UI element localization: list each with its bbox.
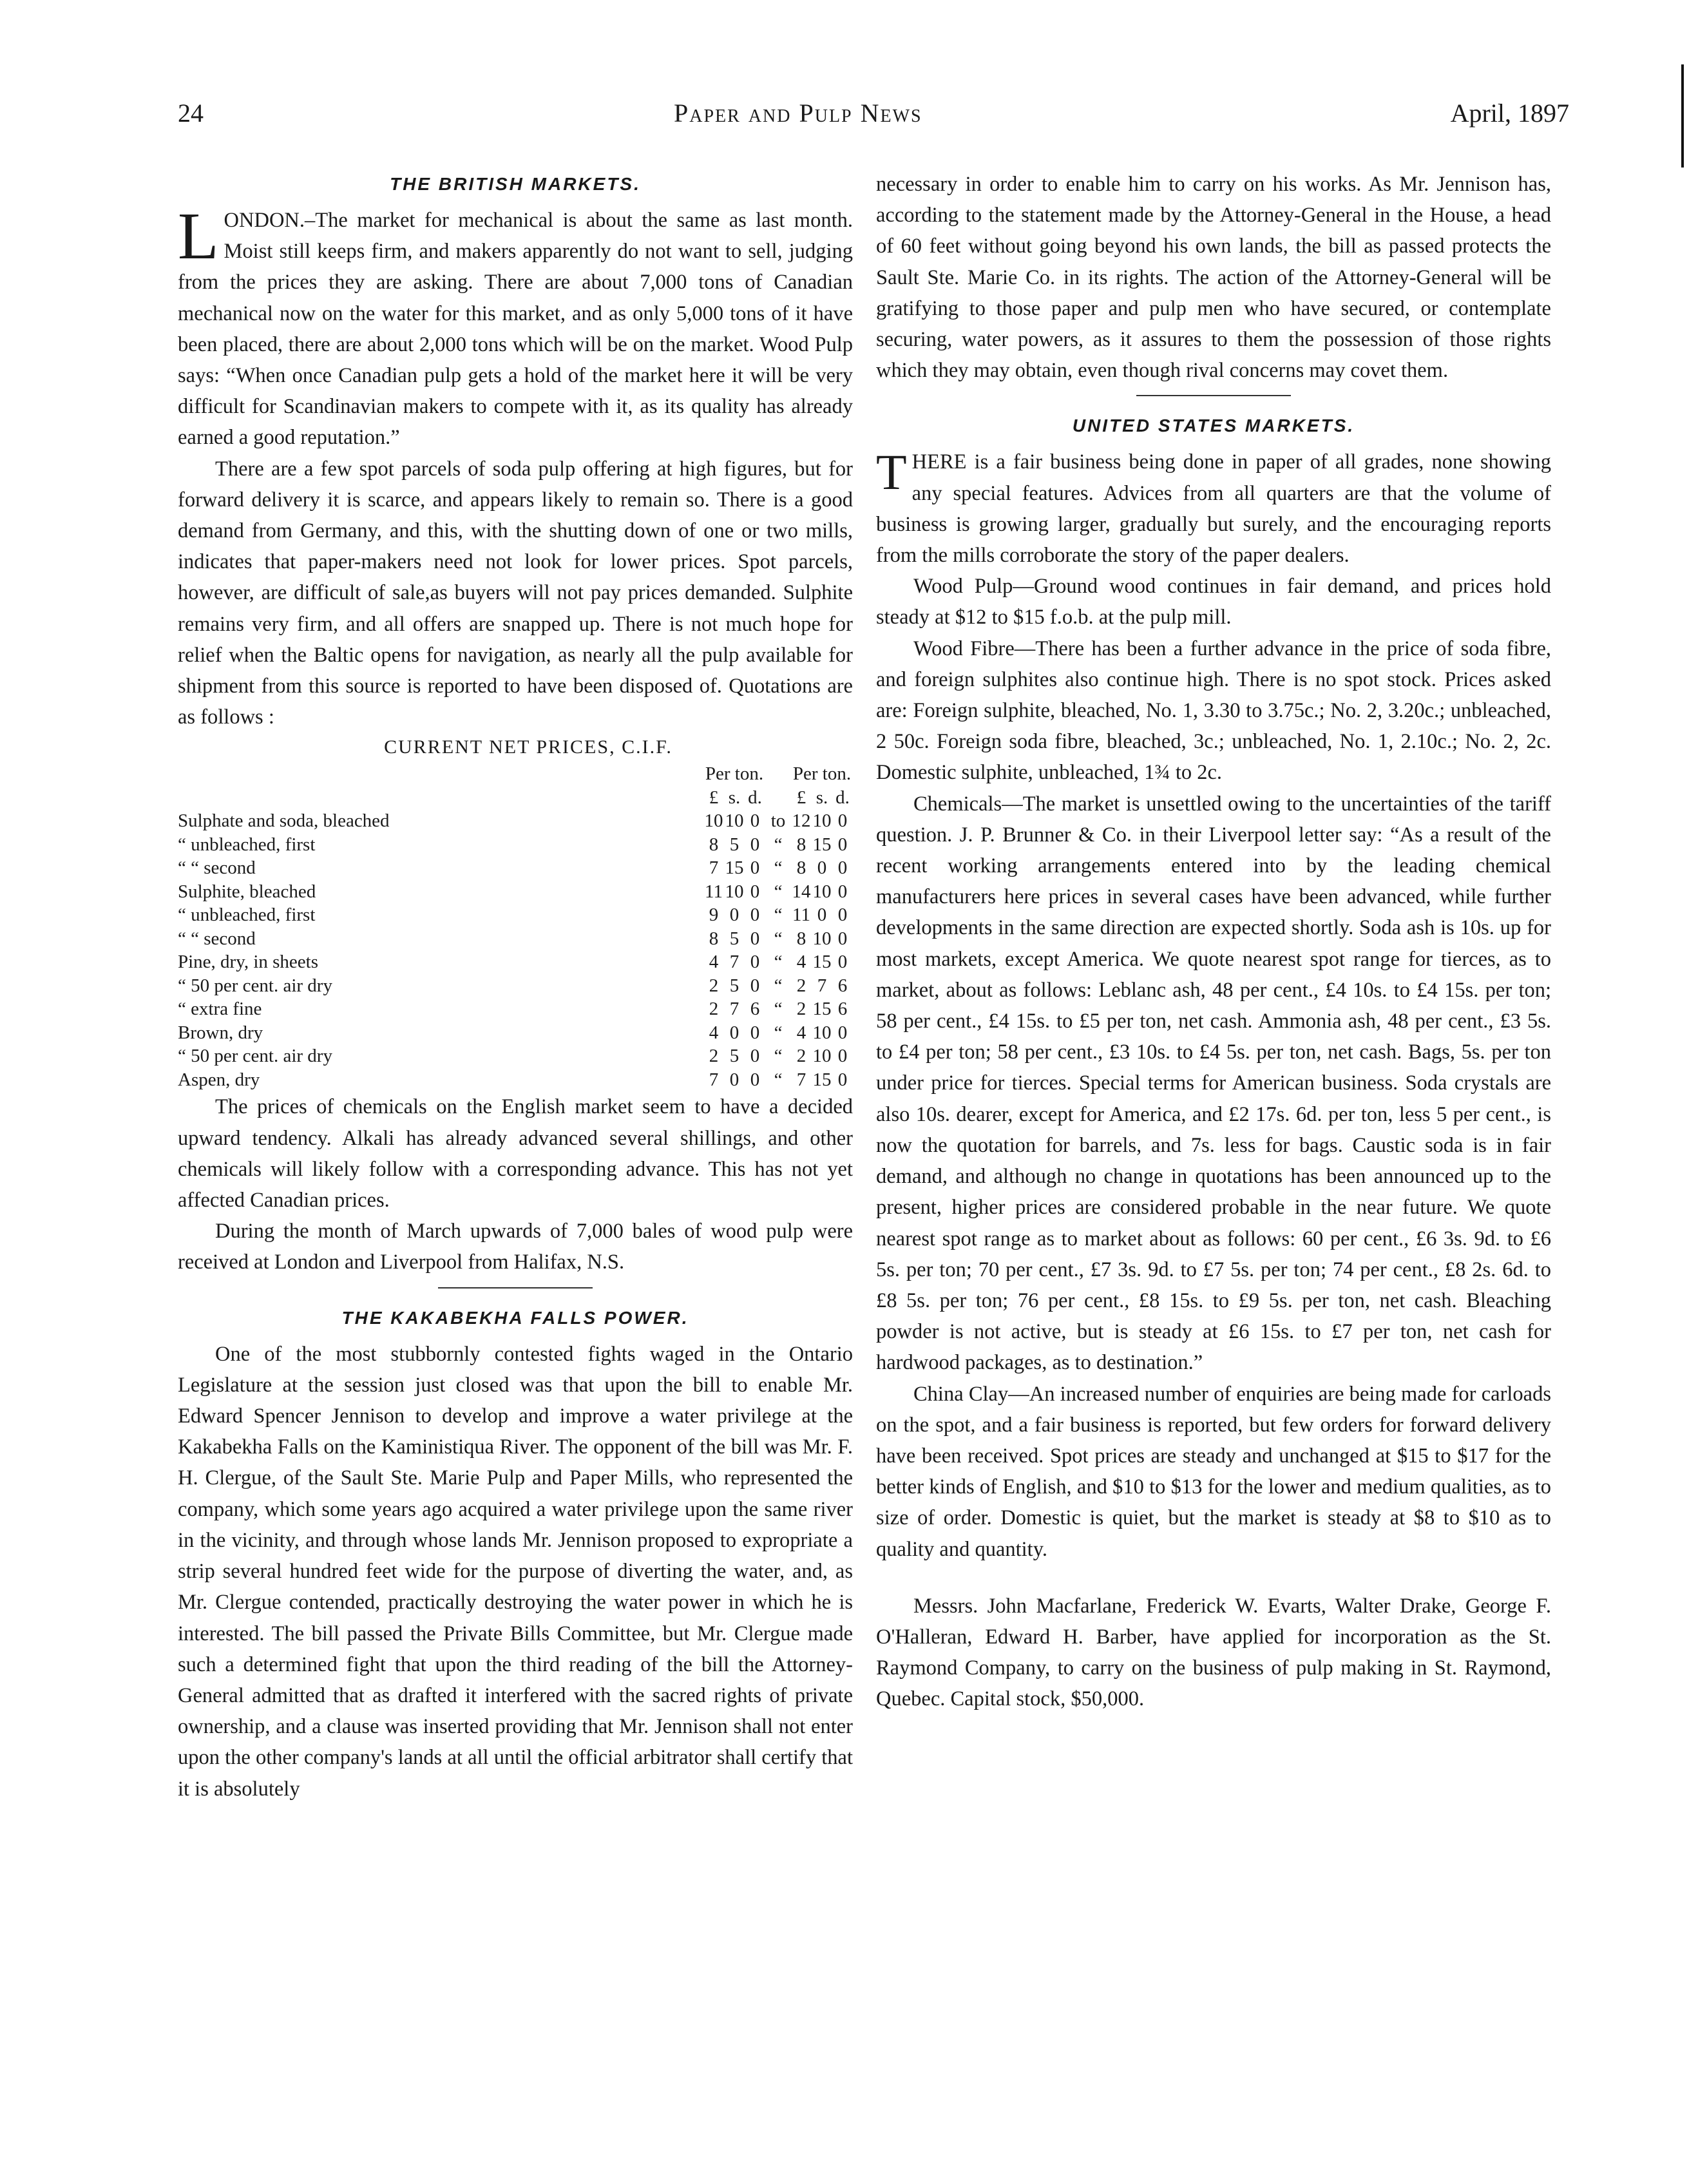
unit-shilling: s. [728, 787, 741, 808]
price-low-value: 0 [729, 1022, 739, 1043]
price-low-value: 8 [709, 928, 719, 949]
unit-pound: £ [796, 787, 806, 808]
price-low-value: 7 [709, 1069, 719, 1090]
unit-pound: £ [709, 787, 719, 808]
price-high-value: 7 [796, 1069, 806, 1090]
price-high-value: 12 [792, 810, 811, 832]
prices-table-row [178, 856, 853, 880]
prices-table-row [178, 1021, 853, 1045]
us-markets-paragraph-1 [876, 446, 1551, 571]
price-item-label: Aspen, dry [178, 1069, 260, 1090]
price-item-label: “ extra fine [178, 999, 262, 1020]
prices-table-row [178, 880, 853, 904]
per-ton-header-1: Per ton. [705, 763, 764, 785]
unit-pence: d. [835, 787, 850, 808]
price-high-value: 2 [796, 975, 806, 996]
price-high-value: 0 [817, 857, 827, 879]
price-low-value: 7 [709, 857, 719, 879]
price-item-label: Sulphite, bleached [178, 881, 316, 902]
price-high-value: 10 [812, 928, 832, 949]
price-high-value: 0 [837, 810, 848, 832]
price-range-separator: to [770, 810, 786, 832]
price-low-value: 0 [750, 1069, 760, 1090]
publication-title: Paper and Pulp News [674, 99, 922, 128]
us-markets-chemicals: Chemicals—The market is unsettled owing to the uncertainties of the tariff question. J. P. Brunner & Co. in their Liverpool letter say: “As a result of the recent working arrangements entered into by the leading chemical manufacturers here prices in several cases have been advanced, while further developments in the same direction are expected shortly. Soda ash is 10s. up for most markets, except America. We quote nearest spot range for tierces, as to market, about as follows: Leblanc ash, 48 per cent., £4 10s. to £4 15s. per ton; 58 per cent., £4 15s. to £5 per ton, net cash. Ammonia ash, 48 per cent., £3 5s. to £4 per ton; 58 per cent., £3 10s. to £4 5s. per ton, net cash. Bags, 5s. per ton under price for tierces. Special terms for American business. Soda crystals are also 10s. dearer, except for America, and £2 17s. 6d. per ton, less 5 per cent., is now the quotation for barrels, and 7s. less for bags. Caustic soda is in fair demand, and although no change in quotations has been announced up to the present, higher prices are considered probable in the near future. We quote nearest spot range as to market about as follows: 60 per cent., £6 3s. 9d. to £6 5s. per ton; 70 per cent., £7 3s. 9d. to £7 5s. per ton; 74 per cent., £8 2s. 6d. to £8 5s. per ton; 76 per cent., £8 15s. to £9 5s. per ton, net cash. Bleaching powder is not active, but is steady at £6 15s. to £7 per ton, net cash for hardwood packages, as to destination.” [876, 792, 1551, 1375]
price-range-separator: “ [774, 999, 783, 1020]
price-item-label: “ “ second [178, 857, 256, 879]
price-low-value: 4 [709, 952, 719, 973]
unit-shilling: s. [816, 787, 828, 808]
prices-table-row [178, 833, 853, 857]
price-range-separator: “ [774, 928, 783, 949]
prices-table-row [178, 1044, 853, 1068]
price-range-separator: “ [774, 975, 783, 996]
price-range-separator: “ [774, 1046, 783, 1067]
british-markets-paragraph-1-text: ONDON.–The market for mechanical is about the same as last month. Moist still keeps firm, and makers apparently do not want to sell, judging from the prices they are asking. There are about 7,000 tons of Canadian mechanical now on the water for this market, and as only 5,000 tons of it have been placed, there are about 2,000 tons which will be on the market. Wood Pulp says: “When once Canadian pulp gets a hold of the market here it will be very difficult for Scandinavian makers to compete with it, as its quality has already earned a good reputation.” [178, 209, 853, 450]
price-high-value: 8 [796, 834, 806, 855]
price-low-value: 5 [729, 834, 739, 855]
price-high-value: 15 [812, 1069, 832, 1090]
prices-table-row [178, 809, 853, 833]
us-markets-heading: UNITED STATES MARKETS. [1072, 416, 1355, 436]
price-low-value: 0 [750, 952, 760, 973]
british-markets-paragraph-4: During the month of March upwards of 7,000 bales of wood pulp were received at London and Liverpool from Halifax, N.S. [178, 1220, 853, 1274]
prices-table-row [178, 927, 853, 951]
price-high-value: 6 [837, 999, 848, 1020]
price-low-value: 0 [729, 1069, 739, 1090]
price-low-value: 7 [729, 999, 739, 1020]
price-high-value: 15 [812, 834, 832, 855]
issue-date: April, 1897 [1450, 99, 1569, 128]
price-high-value: 6 [837, 975, 848, 996]
price-low-value: 4 [709, 1022, 719, 1043]
price-high-value: 8 [796, 928, 806, 949]
us-markets-paragraph-1-text: HERE is a fair business being done in paper of all grades, none showing any special features. Advices from all quarters are that the volume of business is growing larger, gradually but surely, and the encouraging reports from the mills corroborate the story of the paper dealers. [876, 450, 1551, 568]
price-low-value: 15 [725, 857, 744, 879]
price-low-value: 6 [750, 999, 760, 1020]
british-markets-paragraph-1 [178, 199, 853, 454]
price-high-value: 4 [796, 952, 806, 973]
price-high-value: 0 [837, 1022, 848, 1043]
price-low-value: 5 [729, 928, 739, 949]
price-low-value: 0 [750, 928, 760, 949]
price-low-value: 0 [750, 1046, 760, 1067]
price-item-label: “ “ second [178, 928, 256, 949]
price-item-label: “ unbleached, first [178, 834, 316, 855]
price-high-value: 4 [796, 1022, 806, 1043]
price-range-separator: “ [774, 834, 783, 855]
us-markets-wood-pulp: Wood Pulp—Ground wood continues in fair demand, and prices hold steady at $12 to $15 f.o.b. at the pulp mill. [876, 575, 1551, 629]
st-raymond-company-notice: Messrs. John Macfarlane, Frederick W. Evarts, Walter Drake, George F. O'Halleran, Edward H. Barber, have applied for incorporation as the St. Raymond Company, to carry on the business of pulp making in St. Raymond, Quebec. Capital stock, $50,000. [876, 1594, 1551, 1711]
prices-table-header [178, 762, 853, 786]
price-item-label: “ 50 per cent. air dry [178, 975, 332, 996]
price-range-separator: “ [774, 1069, 783, 1090]
us-markets-china-clay: China Clay—An increased number of enquiries are being made for carloads on the spot, and a fair business is reported, but few orders for forward delivery have been received. Spot prices are steady and unchanged at $15 to $17 for the better kinds of English, and $10 to $13 for the lower and medium qualities, as to size of order. Domestic is quiet, but the market is steady at $8 to $10 as to quality and quantity. [876, 1382, 1551, 1561]
prices-table-row [178, 1068, 853, 1092]
price-high-value: 0 [837, 952, 848, 973]
price-high-value: 0 [837, 857, 848, 879]
price-low-value: 0 [729, 905, 739, 926]
price-low-value: 0 [750, 905, 760, 926]
price-low-value: 2 [709, 999, 719, 1020]
price-item-label: “ unbleached, first [178, 905, 316, 926]
price-low-value: 2 [709, 975, 719, 996]
price-high-value: 2 [796, 999, 806, 1020]
prices-table-units [178, 786, 853, 810]
price-range-separator: “ [774, 1022, 783, 1043]
price-high-value: 10 [812, 881, 832, 902]
price-high-value: 10 [812, 1046, 832, 1067]
price-item-label: “ 50 per cent. air dry [178, 1046, 332, 1067]
prices-table-row [178, 903, 853, 927]
price-high-value: 15 [812, 999, 832, 1020]
price-high-value: 10 [812, 1022, 832, 1043]
prices-table-row [178, 950, 853, 974]
price-high-value: 0 [817, 905, 827, 926]
price-high-value: 15 [812, 952, 832, 973]
price-low-value: 0 [750, 834, 760, 855]
price-high-value: 11 [792, 905, 810, 926]
price-low-value: 0 [750, 1022, 760, 1043]
price-range-separator: “ [774, 952, 783, 973]
price-range-separator: “ [774, 857, 783, 879]
price-low-value: 10 [725, 810, 744, 832]
per-ton-header-2: Per ton. [792, 763, 852, 785]
price-high-value: 7 [817, 975, 827, 996]
section-divider [438, 1287, 593, 1288]
page-header [178, 98, 1569, 137]
price-high-value: 2 [796, 1046, 806, 1067]
price-low-value: 5 [729, 975, 739, 996]
price-high-value: 14 [792, 881, 811, 902]
left-column [178, 169, 853, 1805]
price-low-value: 0 [750, 975, 760, 996]
prices-table-body [178, 809, 853, 1091]
price-low-value: 8 [709, 834, 719, 855]
us-markets-wood-fibre: Wood Fibre—There has been a further advance in the price of soda fibre, and foreign sulphites also continue high. There is no spot stock. Prices asked are: Foreign sulphite, bleached, No. 1, 3.30 to 3.75c.; No. 2, 3.20c.; unbleached, 2 50c. Foreign soda fibre, bleached, 3c.; unbleached, No. 1, 2.10c.; No. 2, 2c. Domestic sulphite, unbleached, 1¾ to 2c. [876, 637, 1551, 785]
british-markets-heading: THE BRITISH MARKETS. [390, 174, 641, 194]
british-markets-paragraph-3: The prices of chemicals on the English market seem to have a decided upward tendency. Alkali has already advanced several shillings, and other chemicals will likely follow with a corresponding advance. This has not yet affected Canadian prices. [178, 1095, 853, 1212]
prices-table-row [178, 997, 853, 1021]
price-low-value: 2 [709, 1046, 719, 1067]
price-low-value: 11 [705, 881, 723, 902]
price-high-value: 10 [812, 810, 832, 832]
price-low-value: 0 [750, 881, 760, 902]
price-item-label: Brown, dry [178, 1022, 263, 1043]
right-column [876, 169, 1551, 1715]
price-low-value: 10 [725, 881, 744, 902]
price-high-value: 0 [837, 881, 848, 902]
drop-cap-l: L [178, 199, 219, 273]
drop-cap-t: T [876, 444, 907, 501]
price-high-value: 0 [837, 1046, 848, 1067]
section-divider [1136, 395, 1291, 396]
kakabekha-paragraph-1: One of the most stubbornly contested fights waged in the Ontario Legislature at the session just closed was that upon the bill to enable Mr. Edward Spencer Jennison to develop and improve a water privilege at the Kakabekha Falls on the Kaministiqua River. The opponent of the bill was Mr. F. H. Clergue, of the Sault Ste. Marie Pulp and Paper Mills, who represented the company, which some years ago acquired a water privilege upon the same river in the vicinity, and through whose lands Mr. Jennison proposed to expropriate a strip several hundred feet wide for the purpose of diverting the water, and, as Mr. Clergue contended, practically destroying the water power in which he is interested. The bill passed the Private Bills Committee, but Mr. Clergue made such a determined fight that upon the third reading of the bill the Attorney-General admitted that as drafted it interfered with the sacred rights of private ownership, and a clause was inserted providing that Mr. Jennison shall not enter upon the other company's lands at all until the official arbitrator shall certify that it is absolutely [178, 1342, 853, 1801]
price-high-value: 0 [837, 1069, 848, 1090]
page-edge-mark [1681, 64, 1684, 168]
british-markets-paragraph-2: There are a few spot parcels of soda pulp offering at high figures, but for forward delivery it is scarce, and appears likely to remain so. There is a good demand from Germany, and this, with the shutting down of one or two mills, indicates that paper-makers need not look for lower prices. Spot parcels, however, are difficult of sale,as buyers will not pay prices demanded. Sulphite remains very firm, and all offers are snapped up. There is not much hope for relief when the Baltic opens for navigation, as nearly all the pulp available for shipment from this source is reported to have been disposed of. Quotations are as follows : [178, 457, 853, 729]
price-item-label: Sulphate and soda, bleached [178, 810, 390, 832]
prices-table-row [178, 974, 853, 998]
price-range-separator: “ [774, 881, 783, 902]
price-high-value: 8 [796, 857, 806, 879]
kakabekha-paragraph-continued: necessary in order to enable him to carry on his works. As Mr. Jennison has, according to the statement made by the Attorney-General in the House, a head of 60 feet without going beyond his own lands, the bill as passed protects the Sault Ste. Marie Co. in its rights. The action of the Attorney-General will be gratifying to those paper and pulp men who have secured, or contemplate securing, water powers, as it assures to them the possession of those rights which they may obtain, even though rival concerns may covet them. [876, 173, 1551, 383]
price-low-value: 7 [729, 952, 739, 973]
unit-pence: d. [748, 787, 762, 808]
price-high-value: 0 [837, 834, 848, 855]
price-low-value: 10 [704, 810, 723, 832]
price-low-value: 5 [729, 1046, 739, 1067]
prices-table [178, 762, 853, 1091]
page-number: 24 [178, 99, 204, 128]
price-range-separator: “ [774, 905, 783, 926]
kakabekha-heading: THE KAKABEKHA FALLS POWER. [341, 1307, 689, 1328]
price-item-label: Pine, dry, in sheets [178, 952, 319, 973]
price-low-value: 9 [709, 905, 719, 926]
prices-table-title: CURRENT NET PRICES, C.I.F. [384, 736, 673, 758]
price-high-value: 0 [837, 928, 848, 949]
price-low-value: 0 [750, 810, 760, 832]
price-low-value: 0 [750, 857, 760, 879]
price-high-value: 0 [837, 905, 848, 926]
